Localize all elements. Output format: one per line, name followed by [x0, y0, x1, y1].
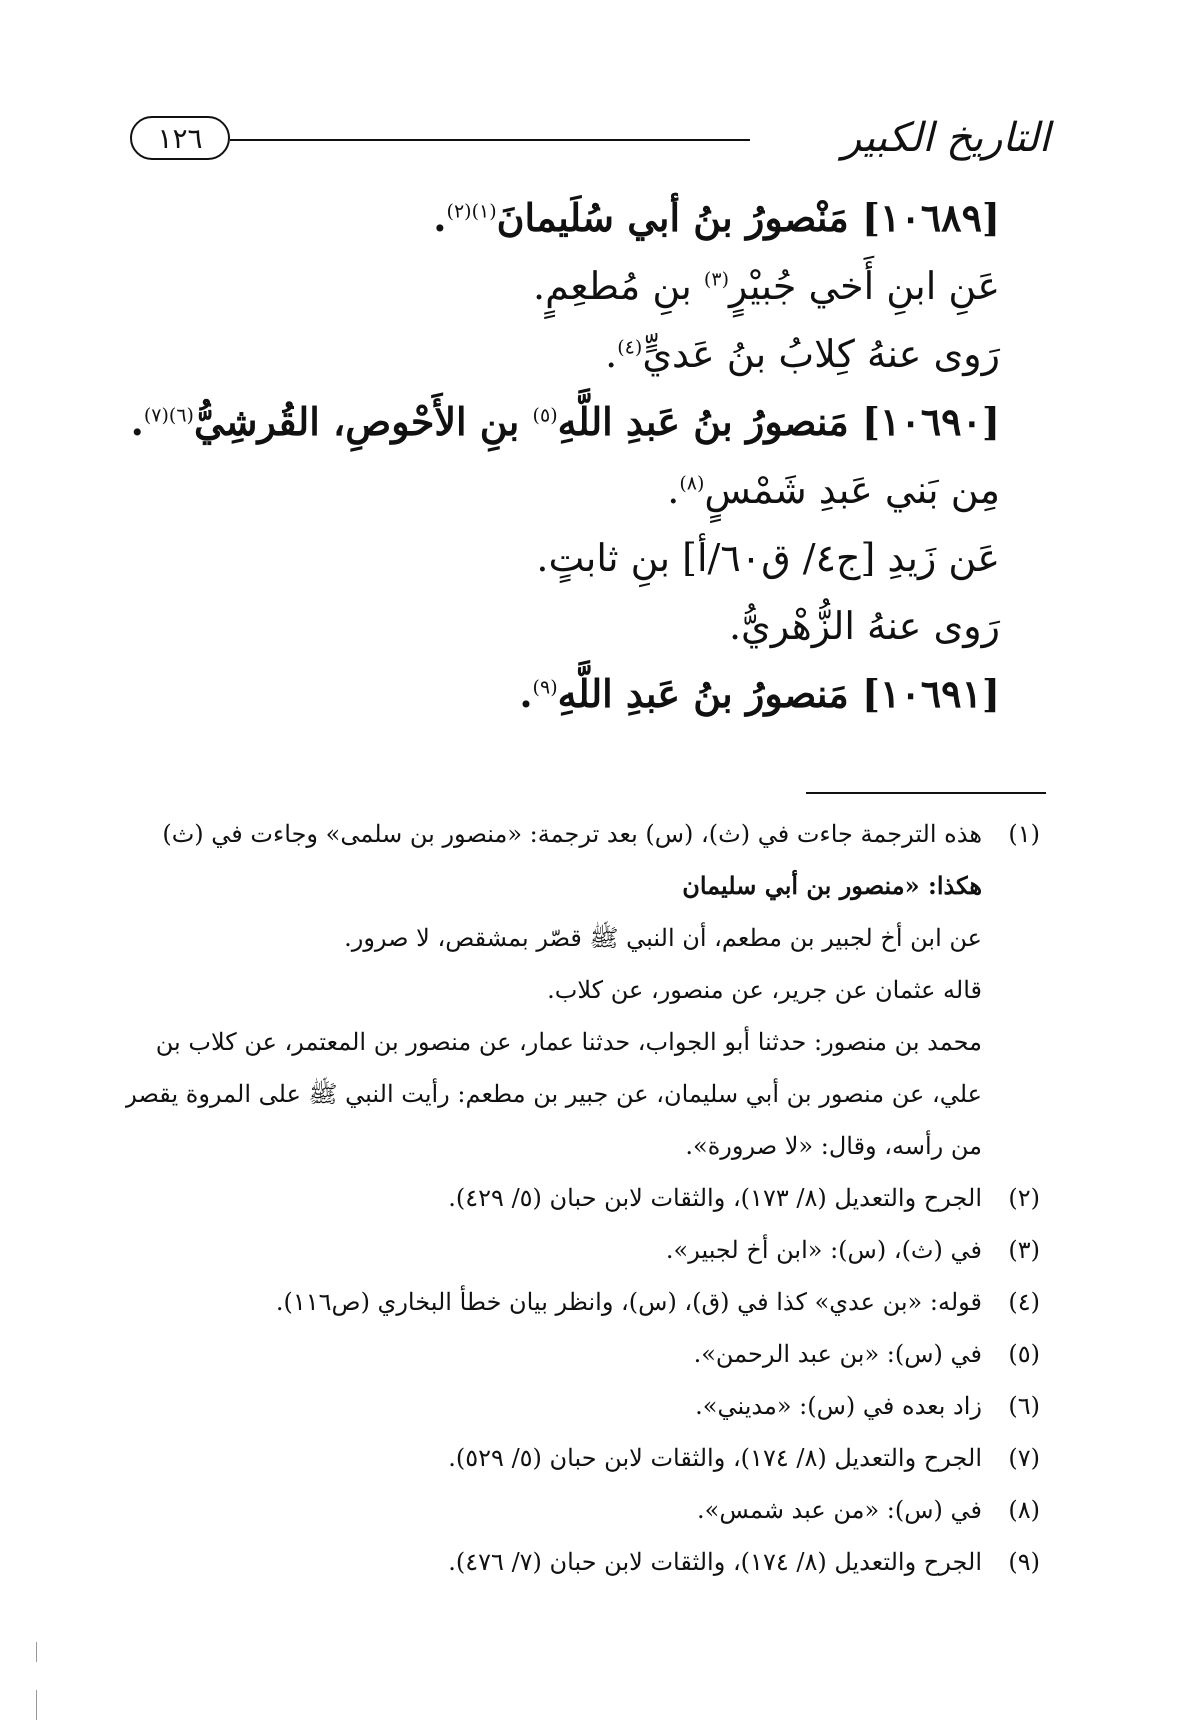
footnote-text: هكذا: «منصور بن أبي سليمان	[682, 871, 982, 900]
footnote-7	[130, 1432, 1040, 1484]
narration-line: عَن زَيدِ [ج٤/ ق٦٠/أ] بنِ ثابتٍ.	[536, 536, 1000, 580]
footnote-ref: (١)(٢)	[446, 200, 497, 223]
footnote-number: (٣)	[1008, 1236, 1040, 1264]
narration-line: رَوى عنهُ الزُّهْريُّ.	[728, 604, 1000, 648]
footnote-ref: (٣)	[703, 268, 729, 291]
page-number: ١٢٦	[130, 116, 230, 160]
footnote-3	[130, 1224, 1040, 1276]
footnote-text: علي، عن منصور بن أبي سليمان، عن جبير بن مطعم: رأيت النبي ﷺ على المروة يقصر	[125, 1080, 982, 1108]
footnote-text: عن ابن أخ لجبير بن مطعم، أن النبي ﷺ قصّر بمشقص، لا صرور.	[344, 924, 982, 952]
narration-line: عَنِ ابنِ أَخي جُبيْرٍ$^{(٣)}$ بنِ مُطعِمٍ.	[533, 264, 1000, 308]
scan-margin-mark	[36, 1642, 37, 1662]
main-text	[130, 184, 1000, 728]
book-title: التاريخ الكبير	[841, 115, 1050, 161]
footnote-number: (٨)	[1008, 1496, 1040, 1524]
entry-10691: [١٠٦٩١] مَنصورُ بنُ عَبدِ اللَّهِ$^{(٩)}$.	[519, 671, 1000, 716]
footnote-text: الجرح والتعديل (٨/ ١٧٤)، والثقات لابن حبان (٥/ ٥٢٩).	[448, 1444, 982, 1472]
footnote-text: محمد بن منصور: حدثنا أبو الجواب، حدثنا عمار، عن منصور بن المعتمر، عن كلاب بن	[155, 1028, 982, 1056]
entry-10689: [١٠٦٨٩] مَنْصورُ بنُ أبي سُلَيمانَ$^{(١)(٢)}$.	[433, 195, 1000, 240]
footnote-text: في (ث)، (س): «ابن أخ لجبير».	[665, 1236, 982, 1264]
footnote-text: قوله: «بن عدي» كذا في (ق)، (س)، وانظر بيان خطأ البخاري (ص١١٦).	[275, 1288, 982, 1316]
footnote-text: الجرح والتعديل (٨/ ١٧٣)، والثقات لابن حبان (٥/ ٤٢٩).	[448, 1184, 982, 1212]
footnote-number: (٩)	[1008, 1548, 1040, 1576]
footnote-number: (١)	[1008, 820, 1040, 848]
footnote-text: من رأسه، وقال: «لا صرورة».	[685, 1132, 982, 1160]
footnote-text: قاله عثمان عن جرير، عن منصور، عن كلاب.	[547, 976, 982, 1004]
footnote-text: في (س): «من عبد شمس».	[697, 1496, 982, 1524]
footnote-number: (٢)	[1008, 1184, 1040, 1212]
footnote-6	[130, 1380, 1040, 1432]
footnote-number: (٧)	[1008, 1444, 1040, 1472]
footnote-ref: (٥)	[532, 404, 558, 427]
footnotes	[125, 808, 1040, 1588]
footnote-ref: (٤)	[617, 336, 643, 359]
footnote-4	[130, 1276, 1040, 1328]
footnote-number: (٥)	[1008, 1340, 1040, 1368]
page-header	[130, 110, 1050, 166]
scan-margin-mark	[36, 1690, 37, 1720]
footnote-9	[130, 1536, 1040, 1588]
footnote-text: في (س): «بن عبد الرحمن».	[693, 1340, 982, 1368]
footnote-ref: (٩)	[532, 676, 558, 699]
footnote-8	[130, 1484, 1040, 1536]
footnote-number: (٤)	[1008, 1288, 1040, 1316]
header-rule	[230, 139, 750, 141]
footnote-text: هذه الترجمة جاءت في (ث)، (س) بعد ترجمة: «منصور بن سلمى» وجاءت في (ث)	[162, 820, 982, 848]
footnote-number: (٦)	[1008, 1392, 1040, 1420]
footnote-5	[130, 1328, 1040, 1380]
footnote-text: الجرح والتعديل (٨/ ١٧٤)، والثقات لابن حبان (٧/ ٤٧٦).	[448, 1548, 982, 1576]
footnote-ref: (٦)(٧)	[143, 404, 194, 427]
footnote-text: زاد بعده في (س): «مديني».	[695, 1392, 982, 1420]
footnote-2	[130, 1172, 1040, 1224]
entry-10690: [١٠٦٩٠] مَنصورُ بنُ عَبدِ اللَّهِ$^{(٥)}$ بنِ الأَحْوصِ، القُرشِيُّ$^{(٦)(٧)}$.	[130, 399, 1000, 444]
footnote-1	[125, 808, 1040, 1172]
footnote-ref: (٨)	[679, 472, 705, 495]
narration-line: مِن بَني عَبدِ شَمْسٍ$^{(٨)}$.	[667, 468, 1000, 512]
narration-line: رَوى عنهُ كِلابُ بنُ عَديٍّ$^{(٤)}$.	[605, 332, 1000, 376]
footnote-separator	[806, 792, 1046, 794]
